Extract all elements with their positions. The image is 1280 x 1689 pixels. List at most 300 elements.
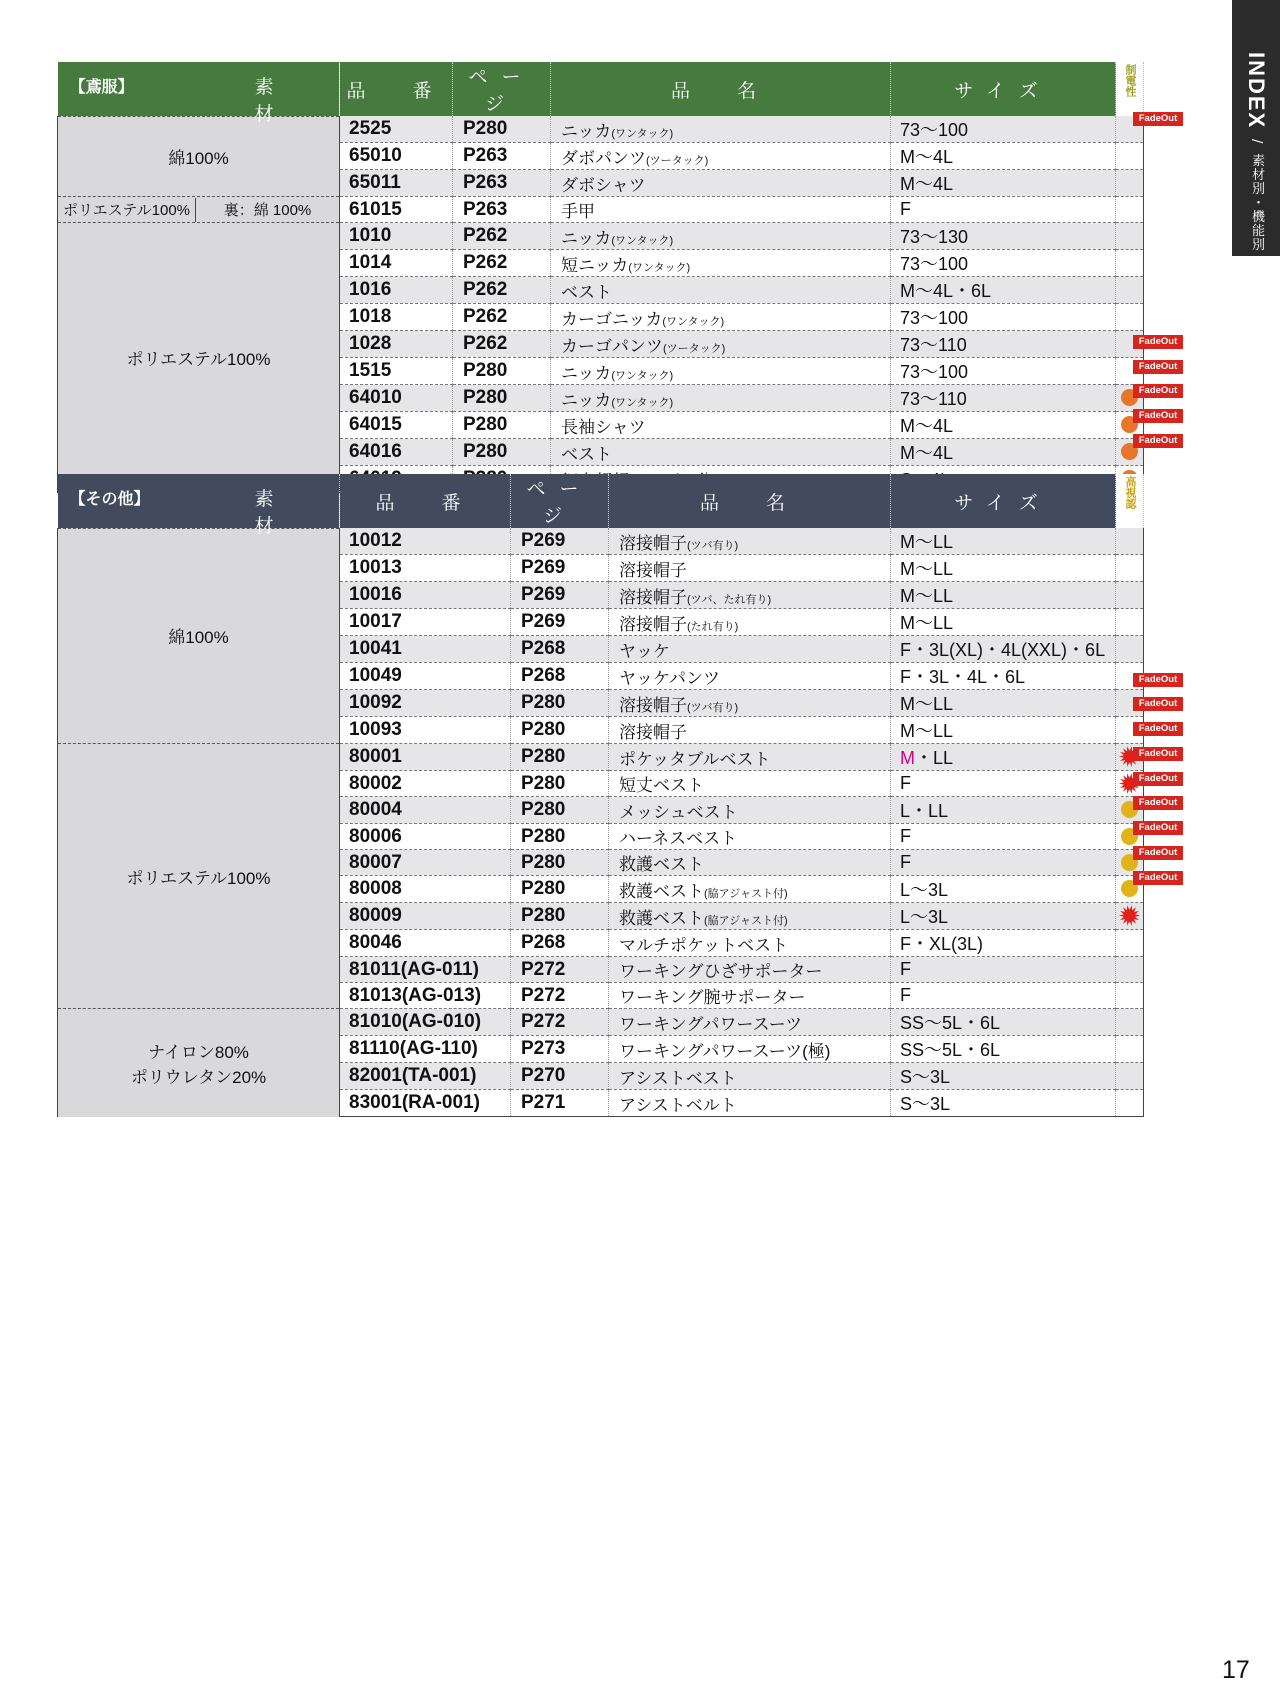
page-ref-link[interactable]: P262 [453,277,551,304]
size-cell [891,1036,1116,1063]
page-ref-link[interactable]: P263 [453,170,551,197]
product-name-cell [609,983,891,1009]
size-cell [891,1063,1116,1090]
size-cell [891,331,1116,358]
product-name: ヤッケパンツ [619,668,720,688]
product-name-cell [551,439,891,466]
product-name: ポケッタブルベスト [619,749,771,769]
flag-cell [1116,957,1144,983]
product-name-note: (ワンタック) [611,369,674,382]
product-name: 短ニッカ [561,255,629,275]
product-name: メッシュベスト [619,802,738,822]
page-number: 17 [1222,1656,1250,1684]
page-ref-link[interactable]: P280 [453,116,551,143]
header-page: ページ [511,474,609,528]
flag-cell [1116,609,1144,636]
material-label: ナイロン80% ポリウレタン20% [130,1042,267,1087]
product-name: ダボシャツ [561,175,646,195]
red-starburst-icon [1119,905,1140,926]
header-flag [1116,474,1144,528]
product-name: 溶接帽子 [619,587,687,607]
product-name: 救護ベスト [619,881,704,901]
flag-cell [1116,170,1144,197]
header-flag-label: 制電性 [1124,64,1136,97]
size-cell [891,116,1116,143]
flag-cell [1116,197,1144,223]
product-name: カーゴパンツ [561,336,663,356]
flag-cell [1116,555,1144,582]
product-name: 溶接帽子 [619,614,687,634]
product-code: 1515 [340,358,453,385]
section-other-table [57,474,1144,1117]
product-name-cell [551,331,891,358]
size-cell [891,824,1116,850]
page-ref-link[interactable]: P268 [511,663,609,690]
page-ref-link[interactable]: P268 [511,636,609,663]
product-name-note: (ツバ有り) [687,701,739,714]
fadeout-badge: FadeOut [1133,673,1183,687]
flag-cell [1116,636,1144,663]
fadeout-badge: FadeOut [1133,772,1183,786]
product-code: 10016 [340,582,511,609]
fadeout-badge: FadeOut [1133,871,1183,885]
product-code: 2525 [340,116,453,143]
page-ref-link[interactable]: P269 [511,609,609,636]
size-value: 73〜110 [900,389,967,409]
product-name-cell [551,116,891,143]
page-ref-link[interactable]: P280 [453,439,551,466]
size-value-rest: ・LL [915,748,954,768]
index-tab-title: INDEX [1244,52,1269,130]
header-size: サイズ [891,474,1116,528]
size-cell [891,744,1116,771]
product-name-cell [551,223,891,250]
product-code: 83001(RA-001) [340,1090,511,1117]
size-value: F [900,773,911,793]
product-code: 82001(TA-001) [340,1063,511,1090]
material-label: 綿100% [168,148,229,168]
table-row [58,223,1144,250]
product-name: ニッカ [561,363,612,383]
product-code: 10017 [340,609,511,636]
product-name: マルチポケットベスト [619,935,789,955]
product-code: 81011(AG-011) [340,957,511,983]
product-name: ダボパンツ [561,148,646,168]
product-name-cell [609,824,891,850]
product-code: 1028 [340,331,453,358]
material-label: 綿100% [168,628,229,648]
product-name-note: (ワンタック) [611,127,674,140]
page-ref-link[interactable]: P280 [511,850,609,876]
size-value: 73〜100 [900,120,969,140]
size-cell [891,1009,1116,1036]
page-ref-link[interactable]: P263 [453,143,551,170]
page-ref-link[interactable]: P271 [511,1090,609,1117]
product-name: 短丈ベスト [619,776,704,795]
size-cell [891,609,1116,636]
product-code: 65011 [340,170,453,197]
size-cell [891,385,1116,412]
size-value: S〜3L [900,1067,951,1087]
size-cell [891,1090,1116,1117]
product-name: ニッカ [561,121,612,141]
header-code: 品 番 [340,62,453,116]
product-name-cell [609,717,891,744]
product-name: 救護ベスト [619,908,704,928]
size-value: L〜3L [900,907,949,927]
size-cell [891,771,1116,797]
table-row [58,528,1144,555]
product-code: 65010 [340,143,453,170]
size-value: F・XL(3L) [900,934,984,954]
flag-cell [1116,223,1144,250]
fadeout-badge: FadeOut [1133,112,1183,126]
size-value: M〜LL [900,559,954,579]
size-value: 73〜100 [900,254,969,274]
product-code: 80007 [340,850,511,876]
page-ref-link[interactable]: P280 [511,744,609,771]
header-page: ページ [453,62,551,116]
product-name: ニッカ [561,390,612,410]
size-value: M〜4L [900,174,954,194]
material-cell [58,223,340,493]
product-name-cell [609,609,891,636]
size-value: S〜3L [900,1094,951,1114]
size-cell [891,876,1116,903]
size-value: F [900,826,911,846]
product-name-cell [609,797,891,824]
header-code: 品 番 [340,474,511,528]
fadeout-badge: FadeOut [1133,796,1183,810]
product-code: 80004 [340,797,511,824]
size-value: 73〜100 [900,308,969,328]
product-name-cell [609,1009,891,1036]
product-name-note: (ツータック) [646,154,709,167]
size-cell [891,277,1116,304]
size-cell [891,223,1116,250]
product-name: 手甲 [561,202,595,221]
size-cell [891,358,1116,385]
category-label: 【鳶服】 [69,79,134,96]
page-ref-link[interactable]: P280 [511,797,609,824]
size-cell [891,528,1116,555]
table-row [58,116,1144,143]
page-ref-link[interactable]: P270 [511,1063,609,1090]
header-name: 品 名 [609,474,891,528]
material-header-label: 素 材 [254,489,321,537]
size-cell [891,663,1116,690]
product-code: 81110(AG-110) [340,1036,511,1063]
product-name-note: (たれ有り) [687,620,739,633]
size-value: SS〜5L・6L [900,1040,1001,1060]
product-name: ワーキングパワースーツ(極) [619,1041,831,1061]
flag-cell [1116,1063,1144,1090]
size-cell [891,797,1116,824]
size-value: F [900,852,911,872]
product-name-cell [551,143,891,170]
fadeout-badge: FadeOut [1133,722,1183,736]
flag-cell [1116,582,1144,609]
size-cell [891,304,1116,331]
page-ref-link[interactable]: P269 [511,582,609,609]
product-name-note: (ツバ有り) [687,539,739,552]
size-cell [891,582,1116,609]
product-name: アシストベルト [619,1095,737,1115]
material-label: ポリエステル100% [126,350,271,370]
product-code: 81013(AG-013) [340,983,511,1009]
product-name-cell [609,957,891,983]
fadeout-badge: FadeOut [1133,821,1183,835]
index-side-tab [1232,0,1280,256]
product-name: カーゴニッカ [561,309,663,329]
product-name: ニッカ [561,228,612,248]
category-label: 【その他】 [69,491,150,508]
flag-cell [1116,277,1144,304]
size-cell [891,983,1116,1009]
size-cell [891,250,1116,277]
page-ref-link[interactable]: P263 [453,197,551,223]
material-cell [58,744,340,1009]
product-name-cell [609,1036,891,1063]
product-name-cell [609,528,891,555]
product-code: 61015 [340,197,453,223]
flag-cell [1116,143,1144,170]
product-name-cell [609,771,891,797]
page-ref-link[interactable]: P272 [511,957,609,983]
flag-cell [1116,304,1144,331]
product-code: 1018 [340,304,453,331]
size-value: M〜4L [900,416,954,436]
page-ref-link[interactable]: P280 [511,690,609,717]
size-value: F・3L・4L・6L [900,667,1026,687]
size-value: M〜4L [900,443,954,463]
page-ref-link[interactable]: P262 [453,250,551,277]
product-name-note: (ワンタック) [611,234,674,247]
product-name-cell [551,304,891,331]
index-tab-separator: / [1249,139,1264,144]
size-value: F・3L(XL)・4L(XXL)・6L [900,640,1106,660]
product-name-cell [551,197,891,223]
flag-cell [1116,1009,1144,1036]
section-tobi-table [57,62,1144,493]
table-row [58,1009,1144,1036]
size-value: L〜3L [900,880,949,900]
flag-cell [1116,1090,1144,1117]
index-table [57,474,1144,1117]
page-ref-link[interactable]: P280 [453,412,551,439]
product-name: ワーキングひざサポーター [619,962,823,981]
size-value: M〜LL [900,694,954,714]
fadeout-badge: FadeOut [1133,747,1183,761]
page-ref-link[interactable]: P280 [511,876,609,903]
product-name-cell [609,744,891,771]
product-name-cell [609,850,891,876]
size-value: M〜LL [900,586,954,606]
product-code: 1010 [340,223,453,250]
product-code: 80001 [340,744,511,771]
lining-label: 裏：綿 100% [223,202,312,219]
size-value: M〜LL [900,721,954,741]
product-name-cell [609,876,891,903]
fadeout-badge: FadeOut [1133,384,1183,398]
size-value: SS〜5L・6L [900,1013,1001,1033]
size-value: 73〜110 [900,335,967,355]
material-cell [58,116,340,197]
page-ref-link[interactable]: P272 [511,983,609,1009]
material-header-label: 素 材 [254,77,321,125]
product-name-cell [551,277,891,304]
size-value: M [900,748,915,768]
product-name: ハーネスベスト [619,829,738,848]
header-material [58,62,340,125]
page-ref-link[interactable]: P280 [511,903,609,930]
fadeout-badge: FadeOut [1133,697,1183,711]
product-name-cell [609,930,891,957]
size-value: M〜LL [900,613,954,633]
flag-cell [1116,1036,1144,1063]
product-name-note: (ツバ、たれ有り) [687,593,772,606]
size-value: F [900,985,911,1005]
size-value: M〜4L・6L [900,281,992,301]
product-name: 溶接帽子 [619,533,687,553]
material-label: ポリエステル100% [58,198,196,222]
product-name: ベスト [561,444,612,464]
page-ref-link[interactable]: P280 [511,824,609,850]
product-code: 64015 [340,412,453,439]
product-name-cell [551,385,891,412]
page-ref-link[interactable]: P280 [511,771,609,797]
material-cell [58,1009,340,1117]
product-code: 1014 [340,250,453,277]
size-cell [891,170,1116,197]
product-name-cell [609,582,891,609]
product-code: 80002 [340,771,511,797]
product-name-cell [609,690,891,717]
flag-cell [1116,250,1144,277]
size-cell [891,439,1116,466]
flag-cell [1116,930,1144,957]
header-flag [1116,62,1144,116]
product-name-cell [551,170,891,197]
product-name: ベスト [561,282,612,302]
product-code: 80008 [340,876,511,903]
page-ref-link[interactable]: P262 [453,331,551,358]
product-name: 長袖シャツ [561,417,646,437]
size-value: L・LL [900,801,949,821]
product-name-cell [551,358,891,385]
size-value: 73〜130 [900,227,969,247]
product-name-note: (脇アジャスト付) [704,887,788,900]
size-cell [891,930,1116,957]
fadeout-badge: FadeOut [1133,335,1183,349]
size-value: F [900,959,911,979]
size-cell [891,197,1116,223]
table-row [58,744,1144,771]
page-ref-link[interactable]: P269 [511,555,609,582]
size-cell [891,957,1116,983]
page-ref-link[interactable]: P280 [511,717,609,744]
product-name-note: (ワンタック) [628,261,691,274]
size-cell [891,850,1116,876]
product-name-cell [609,663,891,690]
header-size: サイズ [891,62,1116,116]
product-name-cell [609,555,891,582]
flag-cell [1116,983,1144,1009]
page-ref-link[interactable]: P269 [511,528,609,555]
fadeout-badge: FadeOut [1133,434,1183,448]
product-name-cell [551,250,891,277]
size-value: F [900,199,911,219]
product-code: 80009 [340,903,511,930]
product-code: 80046 [340,930,511,957]
product-name: アシストベスト [619,1068,737,1088]
fadeout-badge: FadeOut [1133,846,1183,860]
page-ref-link[interactable]: P280 [453,358,551,385]
table-header-row [58,62,1144,116]
product-name: 溶接帽子 [619,695,687,715]
product-name-note: (ツータック) [663,342,726,355]
product-code: 10013 [340,555,511,582]
product-name: ワーキング腕サポーター [619,988,806,1007]
product-code: 10012 [340,528,511,555]
product-name-cell [609,1090,891,1117]
table-header-row [58,474,1144,528]
product-name-cell [609,636,891,663]
product-name: ヤッケ [619,641,670,661]
page-ref-link[interactable]: P273 [511,1036,609,1063]
product-name: ワーキングパワースーツ [619,1014,803,1034]
product-name-note: (ワンタック) [662,315,725,328]
product-name-note: (脇アジャスト付) [704,914,788,927]
product-name-cell [609,903,891,930]
page-ref-link[interactable]: P262 [453,304,551,331]
size-value: M〜LL [900,532,954,552]
index-table [57,62,1144,493]
table-row [58,197,1144,223]
fadeout-badge: FadeOut [1133,409,1183,423]
fadeout-badge: FadeOut [1133,360,1183,374]
size-value: 73〜100 [900,362,969,382]
size-cell [891,143,1116,170]
product-name: 溶接帽子 [619,560,687,580]
page-ref-link[interactable]: P262 [453,223,551,250]
size-value: M〜4L [900,147,954,167]
product-code: 64010 [340,385,453,412]
size-cell [891,636,1116,663]
product-code: 10093 [340,717,511,744]
product-name-cell [609,1063,891,1090]
product-code: 10041 [340,636,511,663]
product-code: 81010(AG-010) [340,1009,511,1036]
page-ref-link[interactable]: P268 [511,930,609,957]
product-code: 80006 [340,824,511,850]
page-ref-link[interactable]: P280 [453,385,551,412]
product-code: 10049 [340,663,511,690]
flag-cell [1116,903,1144,930]
header-material [58,474,340,537]
index-tab-subtitle: 素材別・機能別 [1249,153,1264,252]
page-ref-link[interactable]: P272 [511,1009,609,1036]
product-name-note: (ワンタック) [611,396,674,409]
material-cell [58,528,340,744]
size-cell [891,717,1116,744]
product-code: 1016 [340,277,453,304]
header-name: 品 名 [551,62,891,116]
size-cell [891,555,1116,582]
product-name: 救護ベスト [619,855,704,874]
header-flag-label: 高視認 [1124,476,1136,509]
size-cell [891,412,1116,439]
